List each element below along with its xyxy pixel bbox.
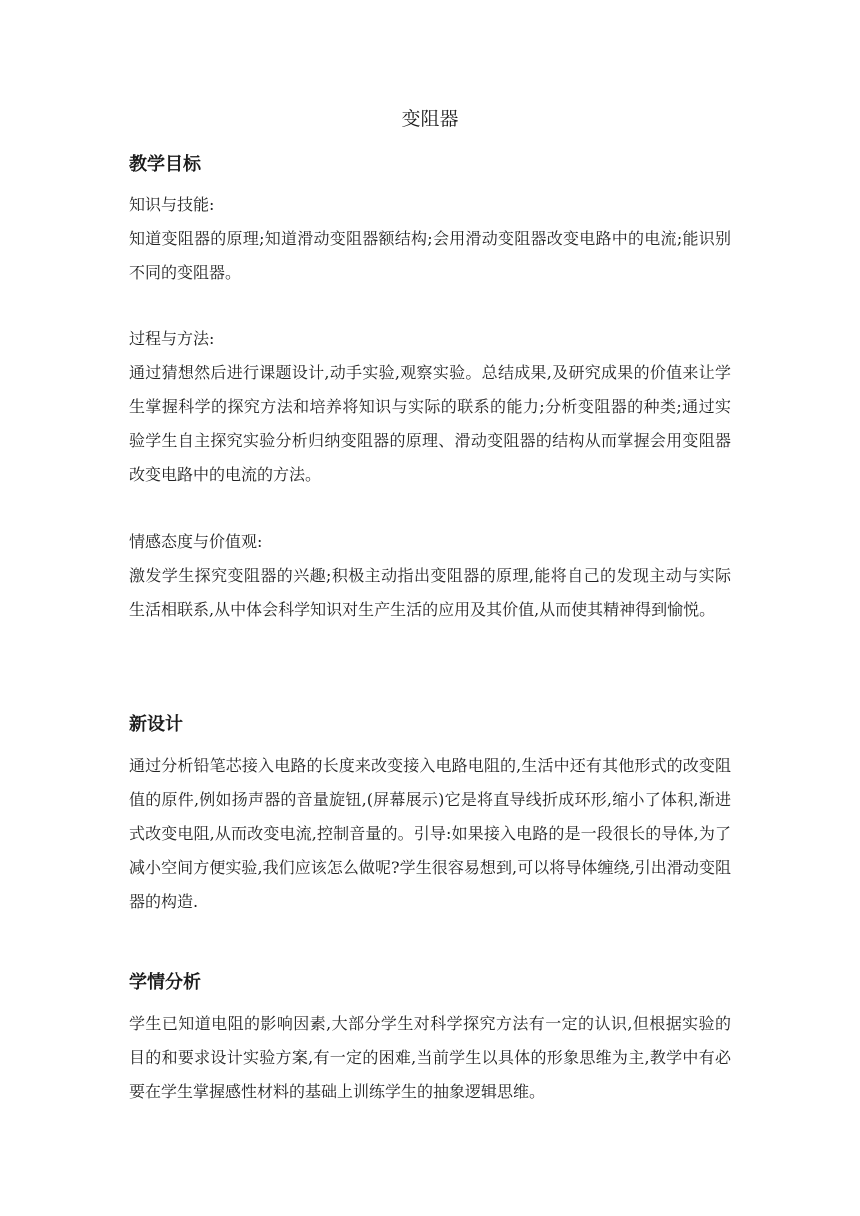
objectives-process-block	[129, 322, 731, 492]
emotion-text: 激发学生探究变阻器的兴趣;积极主动指出变阻器的原理,能将自己的发现主动与实际生活相联系,从中体会科学知识对生产生活的应用及其价值,从而使其精神得到愉悦。	[129, 566, 731, 619]
process-text: 通过猜想然后进行课题设计,动手实验,观察实验。总结成果,及研究成果的价值来让学生掌握科学的探究方法和培养将知识与实际的联系的能力;分析变阻器的种类;通过实验学生自主探究实验分析归纳变阻器的原理、滑动变阻器的结构从而掌握会用变阻器改变电路中的电流的方法。	[129, 363, 731, 484]
design-text-block	[129, 749, 731, 919]
objectives-knowledge-block	[129, 188, 731, 290]
document-title: 变阻器	[401, 108, 459, 130]
knowledge-text: 知道变阻器的原理;知道滑动变阻器额结构;会用滑动变阻器改变电路中的电流;能识别不同的变阻器。	[129, 229, 731, 282]
section-heading-analysis: 学情分析	[129, 972, 201, 993]
emotion-label: 情感态度与价值观:	[129, 532, 263, 551]
objectives-emotion-block	[129, 525, 731, 627]
process-label: 过程与方法:	[129, 329, 215, 348]
knowledge-label: 知识与技能:	[129, 195, 215, 214]
section-heading-design: 新设计	[129, 714, 183, 735]
analysis-text: 学生已知道电阻的影响因素,大部分学生对科学探究方法有一定的认识,但根据实验的目的和要求设计实验方案,有一定的困难,当前学生以具体的形象思维为主,教学中有必要在学生掌握感性材料的基础上训练学生的抽象逻辑思维。	[129, 1014, 731, 1101]
design-text: 通过分析铅笔芯接入电路的长度来改变接入电路电阻的,生活中还有其他形式的改变阻值的原件,例如扬声器的音量旋钮,(屏幕展示)它是将直导线折成环形,缩小了体积,渐进式改变电阻,从而改变电流,控制音量的。引导:如果接入电路的是一段很长的导体,为了减小空间方便实验,我们应该怎么做呢?学生很容易想到,可以将导体缠绕,引出滑动变阻器的构造.	[129, 756, 731, 911]
section-heading-objectives: 教学目标	[129, 154, 201, 175]
analysis-text-block	[129, 1007, 731, 1109]
